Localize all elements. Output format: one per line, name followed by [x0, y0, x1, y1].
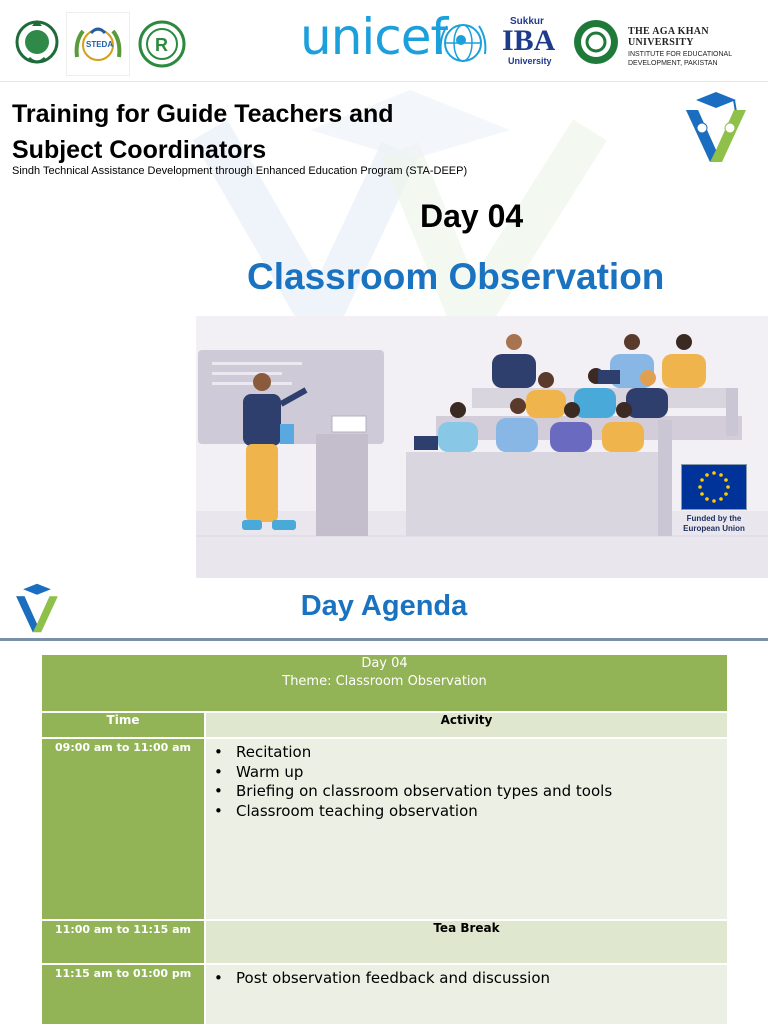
day-number-heading: Day 04	[420, 198, 524, 234]
steda-logo-text: STEDA	[86, 40, 114, 49]
iba-university-label: University	[508, 56, 552, 66]
activity-cell	[205, 738, 728, 920]
aga-khan-university-emblem-icon	[572, 18, 620, 66]
training-title-line1: Training for Guide Teachers and	[12, 100, 394, 128]
activity-list	[206, 739, 727, 821]
unicef-wordmark: unicef	[300, 8, 448, 66]
column-header-activity: Activity	[205, 712, 728, 738]
list-item: • Warm up	[214, 763, 727, 783]
list-item: • Classroom teaching observation	[214, 802, 727, 822]
sindh-government-emblem-icon	[14, 18, 60, 68]
agenda-title: Day Agenda	[300, 590, 468, 622]
aku-institute	[628, 51, 768, 69]
agenda-table	[40, 653, 729, 1024]
svg-text:R: R	[155, 35, 168, 55]
program-subtitle: Sindh Technical Assistance Development through Enhanced Education Program (STA-DEEP)	[12, 165, 468, 177]
topic-heading: Classroom Observation	[247, 256, 665, 297]
agenda-slide	[0, 578, 768, 1024]
time-cell: 09:00 am to 11:00 am	[41, 738, 205, 920]
eu-funding-caption	[676, 514, 752, 533]
rsu-logo-icon	[138, 20, 186, 68]
activity-list	[206, 965, 727, 989]
list-item: • Briefing on classroom observation types and tools	[214, 782, 727, 802]
tea-break-cell: Tea Break	[205, 920, 728, 964]
table-row	[41, 920, 728, 964]
agenda-header-cell	[41, 654, 728, 712]
iba-main-label: IBA	[502, 24, 556, 57]
list-item: • Recitation	[214, 743, 727, 763]
classroom-illustration	[196, 316, 768, 578]
partner-logo-bar	[0, 0, 768, 82]
eu-caption-line2: European Union	[683, 523, 745, 533]
training-title-line2: Subject Coordinators	[12, 136, 267, 164]
iba-sukkur-label: Sukkur	[510, 16, 544, 27]
agenda-column-header-row	[41, 712, 728, 738]
cvd-logo-icon	[680, 88, 752, 166]
aku-name: THE AGA KHAN UNIVERSITY	[628, 26, 709, 48]
training-title	[12, 96, 452, 168]
column-header-time: Time	[41, 712, 205, 738]
iba-university-logo	[496, 16, 566, 68]
list-item: • Post observation feedback and discussion	[214, 969, 727, 989]
eu-stars-icon	[682, 465, 746, 509]
aga-khan-university-text	[628, 26, 768, 69]
agenda-header-theme: Theme: Classroom Observation	[282, 674, 487, 689]
time-cell: 11:15 am to 01:00 pm	[41, 964, 205, 1024]
table-row	[41, 964, 728, 1024]
steda-logo	[66, 12, 130, 76]
agenda-header-row	[41, 654, 728, 712]
time-cell: 11:00 am to 11:15 am	[41, 920, 205, 964]
unicef-globe-icon	[437, 18, 489, 68]
aku-institute-line2: DEVELOPMENT, PAKISTAN	[628, 59, 718, 67]
agenda-divider	[0, 638, 768, 641]
eu-caption-line1: Funded by the	[686, 514, 742, 523]
european-union-flag	[681, 464, 747, 510]
agenda-header-day: Day 04	[361, 656, 408, 671]
table-row	[41, 738, 728, 920]
aku-institute-line1: INSTITUTE FOR EDUCATIONAL	[628, 51, 733, 58]
activity-cell	[205, 964, 728, 1024]
